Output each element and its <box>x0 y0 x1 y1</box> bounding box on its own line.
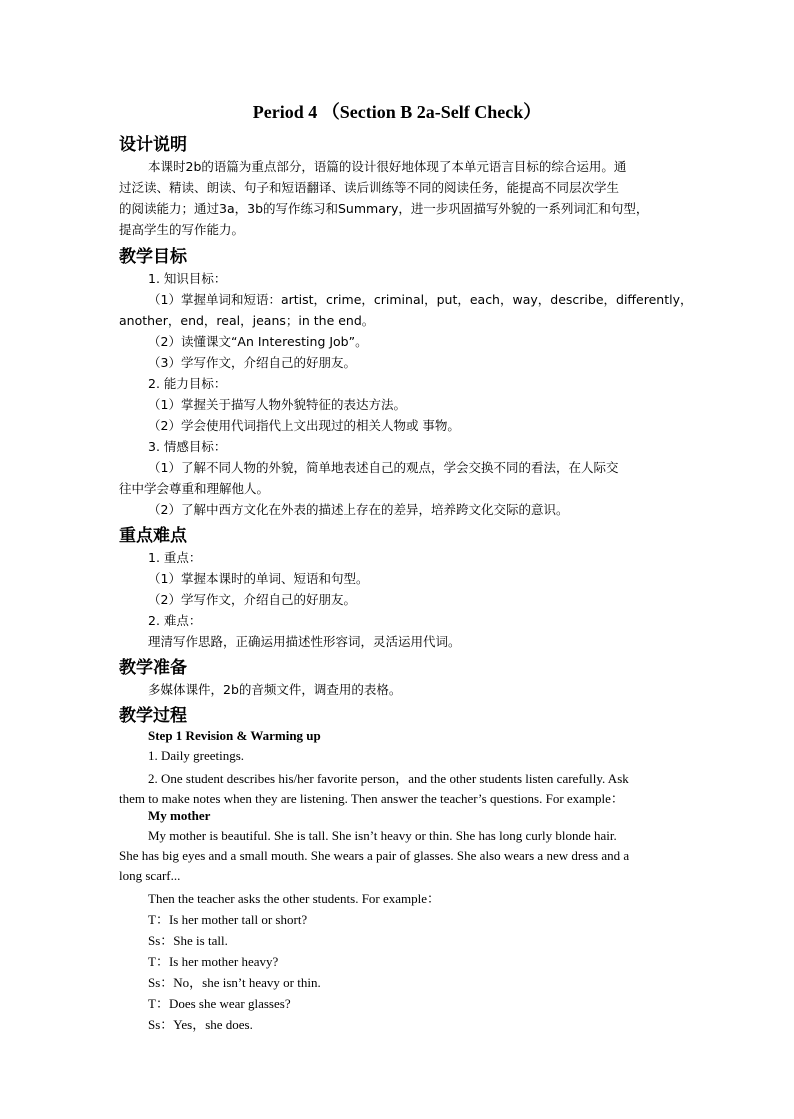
objectives-line: （2）读懂课文“An Interesting Job”。 <box>148 334 368 349</box>
objectives-line: （1）掌握关于描写人物外貌特征的表达方法。 <box>148 397 406 412</box>
step-heading: Step 1 Revision & Warming up <box>148 728 321 743</box>
design-line: 提高学生的写作能力。 <box>119 222 245 237</box>
objectives-line: （2）了解中西方文化在外表的描述上存在的差异，培养跨文化交际的意识。 <box>148 502 569 517</box>
process-line: She has big eyes and a small mouth. She wears a pair of glasses. She also wears a new dress and a <box>119 848 630 863</box>
keypoints-line: 2. 难点： <box>148 613 202 628</box>
dialogue-line: T：Is her mother heavy? <box>148 954 279 969</box>
preparation-line: 多媒体课件，2b的音频文件，调查用的表格。 <box>148 682 402 697</box>
keypoints-line: 1. 重点： <box>148 550 202 565</box>
heading-design: 设计说明 <box>119 135 187 155</box>
page-title: Period 4 （Section B 2a-Self Check） <box>252 102 542 122</box>
heading-process: 教学过程 <box>119 706 187 726</box>
objectives-line: 往中学会尊重和理解他人。 <box>119 481 270 496</box>
heading-preparation: 教学准备 <box>119 658 187 678</box>
heading-objectives: 教学目标 <box>119 247 187 267</box>
dialogue-line: Ss：No，she isn’t heavy or thin. <box>148 975 321 990</box>
process-line: 2. One student describes his/her favorite person，and the other students listen carefully. Ask <box>148 771 629 786</box>
heading-keypoints: 重点难点 <box>119 526 187 546</box>
objectives-line: （2）学会使用代词指代上文出现过的相关人物或 事物。 <box>148 418 460 433</box>
dialogue-line: Ss：Yes，she does. <box>148 1017 253 1032</box>
objectives-line: 2. 能力目标： <box>148 376 227 391</box>
dialogue-line: T：Is her mother tall or short? <box>148 912 308 927</box>
keypoints-line: （1）掌握本课时的单词、短语和句型。 <box>148 571 369 586</box>
objectives-line: 3. 情感目标： <box>148 439 227 454</box>
process-line: 1. Daily greetings. <box>148 748 245 763</box>
dialogue-line: T：Does she wear glasses? <box>148 996 291 1011</box>
objectives-line: another，end，real，jeans；in the end。 <box>119 313 375 328</box>
process-line: My mother is beautiful. She is tall. She isn’t heavy or thin. She has long curly blonde hair. <box>148 828 617 843</box>
design-line: 本课时2b的语篇为重点部分，语篇的设计很好地体现了本单元语言目标的综合运用。通 <box>148 159 627 174</box>
design-line: 的阅读能力；通过3a，3b的写作练习和Summary，进一步巩固描写外貌的一系列词汇和句型， <box>119 201 649 216</box>
dialogue-line: Ss：She is tall. <box>148 933 228 948</box>
keypoints-line: 理清写作思路，正确运用描述性形容词，灵活运用代词。 <box>148 634 461 649</box>
process-line: Then the teacher asks the other students. For example： <box>148 891 441 906</box>
design-line: 过泛读、精读、朗读、句子和短语翻译、读后训练等不同的阅读任务，能提高不同层次学生 <box>119 180 620 195</box>
objectives-line: （1）了解不同人物的外貌，简单地表述自己的观点，学会交换不同的看法，在人际交 <box>148 460 619 475</box>
process-line: long scarf... <box>119 868 181 883</box>
objectives-line: （1）掌握单词和短语：artist，crime，criminal，put，each，way，describe，differently， <box>148 292 693 307</box>
objectives-line: （3）学写作文，介绍自己的好朋友。 <box>148 355 356 370</box>
objectives-line: 1. 知识目标： <box>148 271 227 286</box>
example-title: My mother <box>148 808 211 823</box>
process-line: them to make notes when they are listening. Then answer the teacher’s questions. For example： <box>119 791 624 806</box>
keypoints-line: （2）学写作文，介绍自己的好朋友。 <box>148 592 356 607</box>
